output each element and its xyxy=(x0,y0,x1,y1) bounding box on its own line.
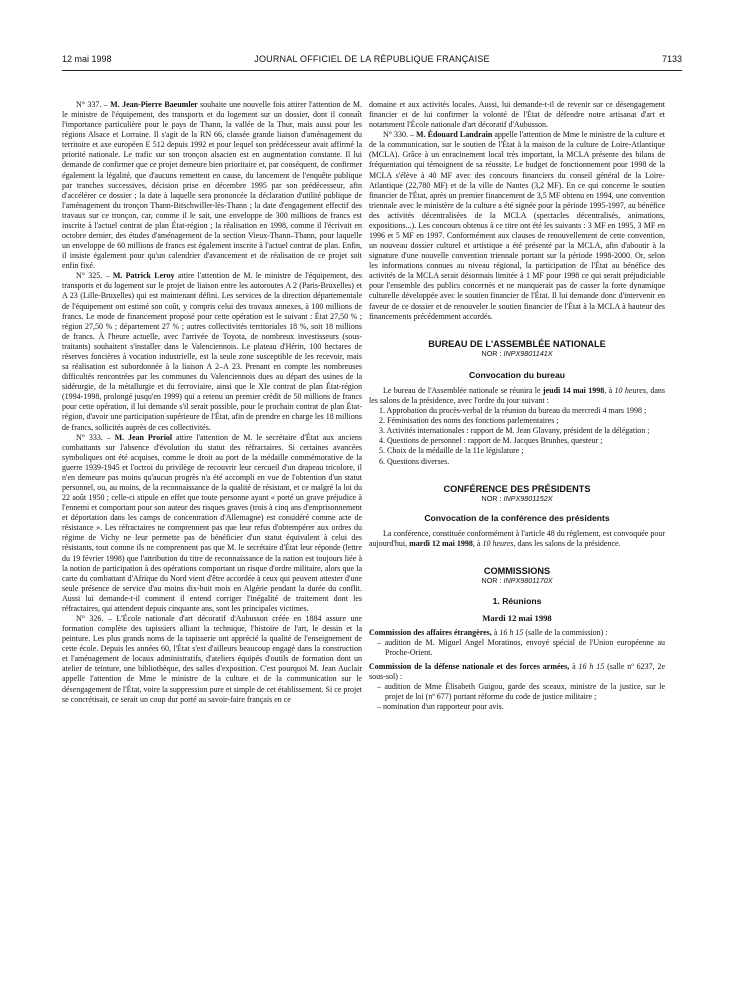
meeting-date: jeudi 14 mai 1998 xyxy=(542,385,605,395)
question-author: M. Jean Proriol xyxy=(114,432,173,442)
question-number: N° 330. xyxy=(383,130,408,140)
text-run: , dans les salons de la présidence, avec l'ordre du jour suivant : xyxy=(369,385,665,406)
agenda-item: 2. Féminisation des noms des fonctions parlementaires ; xyxy=(379,416,559,426)
subsection-title: 1. Réunions xyxy=(492,596,542,607)
question-333: N° 333. – M. Jean Proriol attire l'attention de M. le secrétaire d'État aux anciens combattants sur l'absence d'évolution du statut des réfractaires. Si certaines avancées symboliques ont été acquises, comme le droit au port de la médaille commémorative de la guerre 1939-1945 et l'octroi du privilège de recouvrir leur cercueil d'un drapeau tricolore, il n'en demeure pas moins qu'aucun progrès n'a été accompli en vue de l'obtention d'un statut personnel, ou, au moins, de la reconnaissance de la qualité de résistant, et ce malgré la loi du 22 août 1950 ; celle-ci stipule en effet que toute personne ayant « porté un grave préjudice à l'ennemi et comportant pour son auteur des risques graves (trois à cinq ans d'emprisonnement et déportation dans les camps de concentration d'Allemagne) est considéré comme acte de résistance ». Les réfractaires ne comprennent pas que leur refus d'obtempérer aux ordres du régime de Vichy ne leur permette pas de bénéficier d'un statut équivalent à celui des résistants, tout comme ils ne comprennent pas que M. le secrétaire d'État leur réponde (lettre du 19 février 1998) que l'attribution du titre de reconnaissance de la nation est toujours liée à la notion de participation à des opérations comportant un risque d'ordre militaire, alors que la carte du combattant d'Afrique du Nord vient d'être accordée à ceux qui peuvent attester d'une seule présence de service d'au moins dix-huit mois en Algérie pendant la durée du conflit. Aussi lui demande-t-il comment il entend corriger l'inégalité de traitement dont les réfractaires, qui attendent depuis cinquante ans, sont les principales victimes. xyxy=(62,432,362,613)
section-title-conference: CONFÉRENCE DES PRÉSIDENTS xyxy=(443,483,591,494)
text-run: à xyxy=(569,661,579,671)
question-text: – L'École nationale d'art décoratif d'Aubusson créée en 1884 assure une formation complète des tapissiers alliant la technique, l'histoire de l'art, le dessin et la peinture. Les plus grands noms de la tapisserie ont apprécié la qualité de l'enseignement de cette école. Depuis les années 60, l'État s'est d'ailleurs beaucoup engagé dans la construction et l'aménagement de locaux administratifs, d'ateliers équipés d'outils de formation dont un atelier de teinture, une bibliothèque, des salles d'exposition. C'est pourquoi M. Jean Auclair appelle l'attention de Mme le ministre de la culture et de la communication sur le désengagement de l'État, voire la suppression pure et simple de cet établissement. Si ce projet se concrétisait, ce serait un coup dur porté au savoir-faire français en ce xyxy=(62,613,362,704)
nor-code: INPX9801170X xyxy=(503,576,553,586)
agenda-item: 6. Questions diverses. xyxy=(379,456,450,466)
agenda-item: 5. Choix de la médaille de la 11e législature ; xyxy=(379,446,524,456)
question-number: N° 333. xyxy=(76,432,103,442)
text-run: , à xyxy=(604,385,615,395)
question-337: N° 337. – M. Jean-Pierre Baeumler souhaite une nouvelle fois attirer l'attention de M. le ministre de l'équipement, des transports et du logement sur un dossier, dont il connaît l'importance particulière pour le pays de Thann, la vallée de la Thur, mais aussi pour les régions Alsace et Lorraine. Il s'agit de la RN 66, classée grande liaison d'aménagement du territoire et axe européen E 512 depuis 1992 et pour lequel son prédécesseur avait affirmé la priorité nationale. Le trafic sur son tronçon alsacien est en augmentation constante. Il lui demande de confirmer que ce projet demeure bien prioritaire et, par conséquent, de confirmer également la légalité, que d'aucuns remettent en cause, du lancement de l'enquête publique par tranches successives, décision prise en décembre 1995 par son prédécesseur, afin d'accélérer ce dossier ; la date à laquelle sera prononcée la déclaration d'utilité publique de l'aménagement du tronçon Thann-Bitschwiller-lès-Thann ; la date d'engagement effectif des travaux sur ce tronçon, car, comme il le sait, une enveloppe de 300 millions de francs est inscrite à l'actuel contrat de plan État-région ; la réalisation en 1998, comme il l'écrivait en octobre dernier, des études d'aménagement de la section Vieux-Thann–Thann, pour laquelle un enveloppe de 60 millions de francs est également inscrite à l'actuel contrat de plan. Enfin, il insiste également pour qu'un calendrier d'avancement et de réalisation de ce projet soit enfin fixé. xyxy=(62,100,362,271)
conference-paragraph xyxy=(369,529,665,549)
commission-item: – audition de M. Miguel Angel Moratinos, envoyé spécial de l'Union européenne au Proche-Orient. xyxy=(377,638,665,658)
nor-label: NOR : xyxy=(481,348,504,358)
question-number: N° 326. xyxy=(76,613,104,623)
header-title: JOURNAL OFFICIEL DE LA RÉPUBLIQUE FRANÇAISE xyxy=(254,54,490,64)
header-page-number: 7133 xyxy=(661,54,682,64)
nor-label: NOR : xyxy=(481,493,504,503)
commission-name: Commission de la défense nationale et des forces armées, xyxy=(369,661,570,671)
running-header xyxy=(62,54,682,68)
section-title-bureau: BUREAU DE L'ASSEMBLÉE NATIONALE xyxy=(428,338,606,349)
meeting-time: 10 heures xyxy=(482,538,514,548)
header-rule xyxy=(62,70,682,71)
question-325: N° 325. – M. Patrick Leroy attire l'attention de M. le ministre de l'équipement, des transports et du logement sur le projet de liaison entre les autoroutes A 2 (Paris-Bruxelles) et A 23 (Lille-Bruxelles) qui est maintenant défini. Les services de la direction départementale de l'équipement ont estimé son coût, y compris celui des travaux annexes, à 100 millions de francs. Le mode de financement proposé pour cette opération est le suivant : État 27,50 % ; région 27,50 % ; département 27 % ; autres collectivités territoriales 18 %, soit 18 millions de francs. À l'heure actuelle, avec l'arrivée de Toyota, de nombreux investisseurs (sous-traitants) souhaitent s'installer dans le Valenciennois. Le plateau d'Hérin, 100 hectares de réserves foncières à vocation industrielle, est la seule zone susceptible de les recevoir, mais sa réalisation est subordonnée à la liaison A 2–A 23. Prenant en compte les nombreuses difficultés rencontrées par les communes du Valenciennois dues au départ des usines de la sidérurgie, de la métallurgie et du ferroviaire, ainsi que le XIe contrat de plan État-région (1994-1998, prolongé jusqu'en 1999) qui a retenu un premier crédit de 50 millions de francs pour cette opération, il lui demande s'il serait possible, pour le prochain contrat de plan État-région, d'avoir une participation supérieure de l'État, afin de prendre en charge les 18 millions de francs, sollicités auprès de ces collectivités. xyxy=(62,271,363,432)
text-run: (salle de la commission) : xyxy=(523,628,608,638)
text-run: , à xyxy=(472,538,483,548)
subsection-title: Convocation de la conférence des présidents xyxy=(424,512,610,523)
question-number: N° 325. xyxy=(76,271,103,281)
section-title-commissions: COMMISSIONS xyxy=(483,565,551,576)
commission-item: – nomination d'un rapporteur pour avis. xyxy=(377,701,504,711)
nor-reference xyxy=(369,494,665,504)
nor-code: INPX9801141X xyxy=(503,348,553,358)
right-column xyxy=(369,100,665,712)
question-330: N° 330. – M. Édouard Landrain appelle l'attention de Mme le ministre de la culture et de la communication, sur le soutien de l'État à la maison de la culture de Loire-Atlantique (MCLA). Grâce à un enracinement local très important, la MCLA présente des bilans de fréquentation qui témoignent de sa réussite. Le budget de fonctionnement pour 1998 de la MCLA s'élève à 40 MF avec des concours financiers du conseil général de la Loire-Atlantique (22,780 MF) et de la ville de Nantes (3,2 MF). En ce qui concerne le soutien financier de l'État, après un premier financement de 3,5 MF obtenu en 1994, une convention triennale avec le ministère de la culture a été signée pour la période 1995-1997, au bénéfice des activités décentralisées de la MCLA (spectacles décentralisés, animations, expositions...). Les concours obtenus à ce titre ont été les suivants : 3 MF en 1995, 3 MF en 1996 et 5 MF en 1997. Conformément aux clauses de renouvellement de cette convention, un nouveau dossier culturel et artistique a été présenté par la MCLA, afin d'aboutir à la signature d'une nouvelle convention triennale portant sur la période 1998-2000. Or, selon les informations connues au niveau régional, la participation de l'État au bénéfice des activités de la MCLA serait désormais limitée à 1 MF pour 1998 ce qui serait préjudiciable pour l'ensemble des publics concernés et ne manquerait pas de casser la forte dynamique culturelle développée avec le soutien financier de l'État. Il lui demande donc d'intervenir en faveur de ce dossier et de renouveler le soutien financier de l'État à la MCLA à hauteur des financements précédemment accordés. xyxy=(369,130,665,321)
agenda-item: 3. Activités internationales : rapport de M. Jean Glavany, président de la délégation ; xyxy=(379,426,650,436)
question-text: appelle l'attention de Mme le ministre de la culture et de la communication, sur le soutien de l'État à la maison de la culture de Loire-Atlantique (MCLA). Grâce à un enracinement local très important, la MCLA présente des bilans de fréquentation qui témoignent de sa réussite. Le budget de fonctionnement pour 1998 de la MCLA s'élève à 40 MF avec des concours financiers du conseil général de la Loire-Atlantique (22,780 MF) et de la ville de Nantes (3,2 MF). En ce qui concerne le soutien financier de l'État, après un premier financement de 3,5 MF obtenu en 1994, une convention triennale avec le ministère de la culture a été signée pour la période 1995-1997, au bénéfice des activités décentralisées de la MCLA (spectacles décentralisés, animations, expositions...). Les concours obtenus à ce titre ont été les suivants : 3 MF en 1995, 3 MF en 1996 et 5 MF en 1997. Conformément aux clauses de renouvellement de cette convention, un nouveau dossier culturel et artistique a été présenté par la MCLA, afin d'aboutir à la signature d'une nouvelle convention triennale portant sur la période 1998-2000. Or, selon les informations connues au niveau régional, la participation de l'État au bénéfice des activités de la MCLA serait désormais limitée à 1 MF pour 1998 ce qui serait préjudiciable pour l'ensemble des publics concernés et ne manquerait pas de casser la forte dynamique culturelle développée avec le soutien financier de l'État. Il lui demande donc d'intervenir en faveur de ce dossier et de renouveler le soutien financier de l'État à la MCLA à hauteur des financements précédemment accordés. xyxy=(369,130,665,321)
question-author: M. Jean-Pierre Baeumler xyxy=(110,100,198,109)
text-run: , dans les salons de la présidence. xyxy=(513,538,621,548)
text-run: Le bureau de l'Assemblée nationale se réunira le xyxy=(383,385,543,395)
question-326-continued: domaine et aux activités locales. Aussi, lui demande-t-il de revenir sur ce désengagement financier et de lui confirmer la volonté de l'État de défendre notre artisanat d'art et notamment l'École nationale d'art décoratif d'Aubusson. xyxy=(369,100,665,130)
commission-item: – audition de Mme Élisabeth Guigou, garde des sceaux, ministre de la justice, sur le projet de loi (nº 677) portant réforme du code de justice militaire ; xyxy=(377,681,665,701)
meeting-time: 10 heures xyxy=(614,385,646,395)
left-column xyxy=(62,100,362,705)
nor-reference xyxy=(369,349,665,359)
agenda-item: 1. Approbation du procès-verbal de la réunion du bureau du mercredi 4 mars 1998 ; xyxy=(379,406,647,416)
question-author: M. Patrick Leroy xyxy=(112,271,175,281)
agenda-item: 4. Questions de personnel : rapport de M. Jacques Brunhes, questeur ; xyxy=(379,436,603,446)
commission-name: Commission des affaires étrangères, xyxy=(369,628,492,638)
meeting-date: mardi 12 mai 1998 xyxy=(409,538,473,548)
bureau-paragraph xyxy=(369,386,665,406)
nor-label: NOR : xyxy=(481,576,504,586)
subsection-title: Convocation du bureau xyxy=(469,369,565,380)
header-date: 12 mai 1998 xyxy=(62,54,112,64)
question-author: M. Édouard Landrain xyxy=(416,130,493,140)
commission-entry xyxy=(369,628,665,638)
text-run: La conférence, constituée conformément à l'article 48 du règlement, est convoquée pour aujourd'hui, xyxy=(369,528,665,548)
question-text: attire l'attention de M. le ministre de l'équipement, des transports et du logement sur le projet de liaison entre les autoroutes A 2 (Paris-Bruxelles) et A 23 (Lille-Bruxelles) qui est maintenant défini. Les services de la direction départementale de l'équipement ont estimé son coût, y compris celui des travaux annexes, à 100 millions de francs. Le mode de financement proposé pour cette opération est le suivant : État 27,50 % ; région 27,50 % ; département 27 % ; autres collectivités territoriales 18 %, soit 18 millions de francs. À l'heure actuelle, avec l'arrivée de Toyota, de nombreux investisseurs (sous-traitants) souhaitent s'installer dans le Valenciennois. Le plateau d'Hérin, 100 hectares de réserves foncières à vocation industrielle, est la seule zone susceptible de les recevoir, mais sa réalisation est subordonnée à la liaison A 2–A 23. Prenant en compte les nombreuses difficultés rencontrées par les communes du Valenciennois dues au départ des usines de la sidérurgie, de la métallurgie et du ferroviaire, ainsi que le XIe contrat de plan État-région (1994-1998, prolongé jusqu'en 1999) qui a retenu un premier crédit de 50 millions de francs pour cette opération, il lui demande s'il serait possible, pour le prochain contrat de plan État-région, d'avoir une participation supérieure de l'État, afin de prendre en charge les 18 millions de francs, sollicités auprès de ces collectivités. xyxy=(62,271,363,432)
commission-entry xyxy=(369,662,665,682)
text-run: à xyxy=(491,628,500,638)
meeting-time: 16 h 15 xyxy=(578,661,605,671)
question-326 xyxy=(62,614,362,705)
text-run: (salle nº 6237, 2e sous-sol) : xyxy=(369,661,665,681)
question-text: souhaite une nouvelle fois attirer l'attention de M. le ministre de l'équipement, des transports et du logement sur un dossier, dont il connaît l'importance particulière pour le pays de Thann, la vallée de la Thur, mais aussi pour les régions Alsace et Lorraine. Il s'agit de la RN 66, classée grande liaison d'aménagement du territoire et axe européen E 512 depuis 1992 et pour lequel son prédécesseur avait affirmé la priorité nationale. Le trafic sur son tronçon alsacien est en augmentation constante. Il lui demande de confirmer que ce projet demeure bien prioritaire et, par conséquent, de confirmer également la légalité, que d'aucuns remettent en cause, du lancement de l'enquête publique par tranches successives, décision prise en décembre 1995 par son prédécesseur, afin d'accélérer ce dossier ; la date à laquelle sera prononcée la déclaration d'utilité publique de l'aménagement du tronçon Thann-Bitschwiller-lès-Thann ; la date d'engagement effectif des travaux sur ce tronçon, car, comme il le sait, une enveloppe de 300 millions de francs est inscrite à l'actuel contrat de plan État-région ; la réalisation en 1998, comme il l'écrivait en octobre dernier, des études d'aménagement de la section Vieux-Thann–Thann, pour laquelle un enveloppe de 60 millions de francs est également inscrite à l'actuel contrat de plan. Enfin, il insiste également pour qu'un calendrier d'avancement et de réalisation de ce projet soit enfin fixé. xyxy=(62,100,362,271)
meeting-time: 16 h 15 xyxy=(499,628,524,638)
date-heading: Mardi 12 mai 1998 xyxy=(482,613,552,624)
nor-reference xyxy=(369,576,665,586)
question-text: attire l'attention de M. le secrétaire d'État aux anciens combattants sur l'absence d'évolution du statut des réfractaires. Si certaines avancées symboliques ont été acquises, comme le droit au port de la médaille commémorative de la guerre 1939-1945 et l'octroi du privilège de recouvrir leur cercueil d'un drapeau tricolore, il n'en demeure pas moins qu'aucun progrès n'a été accompli en vue de l'obtention d'un statut personnel, ou, au moins, de la reconnaissance de la qualité de résistant, et ce malgré la loi du 22 août 1950 ; celle-ci stipule en effet que toute personne ayant « porté un grave préjudice à l'ennemi et comportant pour son auteur des risques graves (trois à cinq ans d'emprisonnement et déportation dans les camps de concentration d'Allemagne) est considéré comme acte de résistance ». Les réfractaires ne comprennent pas que leur refus d'obtempérer aux ordres du régime de Vichy ne leur permette pas de bénéficier d'un statut équivalent à celui des résistants, tout comme ils ne comprennent pas que M. le secrétaire d'État leur réponde (lettre du 19 février 1998) que l'attribution du titre de reconnaissance de la nation est toujours liée à la notion de participation à des opérations comportant un risque d'ordre militaire, alors que la carte du combattant d'Afrique du Nord vient d'être accordée à ceux qui peuvent attester d'une seule présence de service d'au moins dix-huit mois en Algérie pendant la durée du conflit. Aussi lui demande-t-il comment il entend corriger l'inégalité de traitement dont les réfractaires, qui attendent depuis cinquante ans, sont les principales victimes. xyxy=(62,432,362,613)
nor-code: INPX9801152X xyxy=(503,493,553,503)
question-number: N° 337. xyxy=(76,100,102,109)
